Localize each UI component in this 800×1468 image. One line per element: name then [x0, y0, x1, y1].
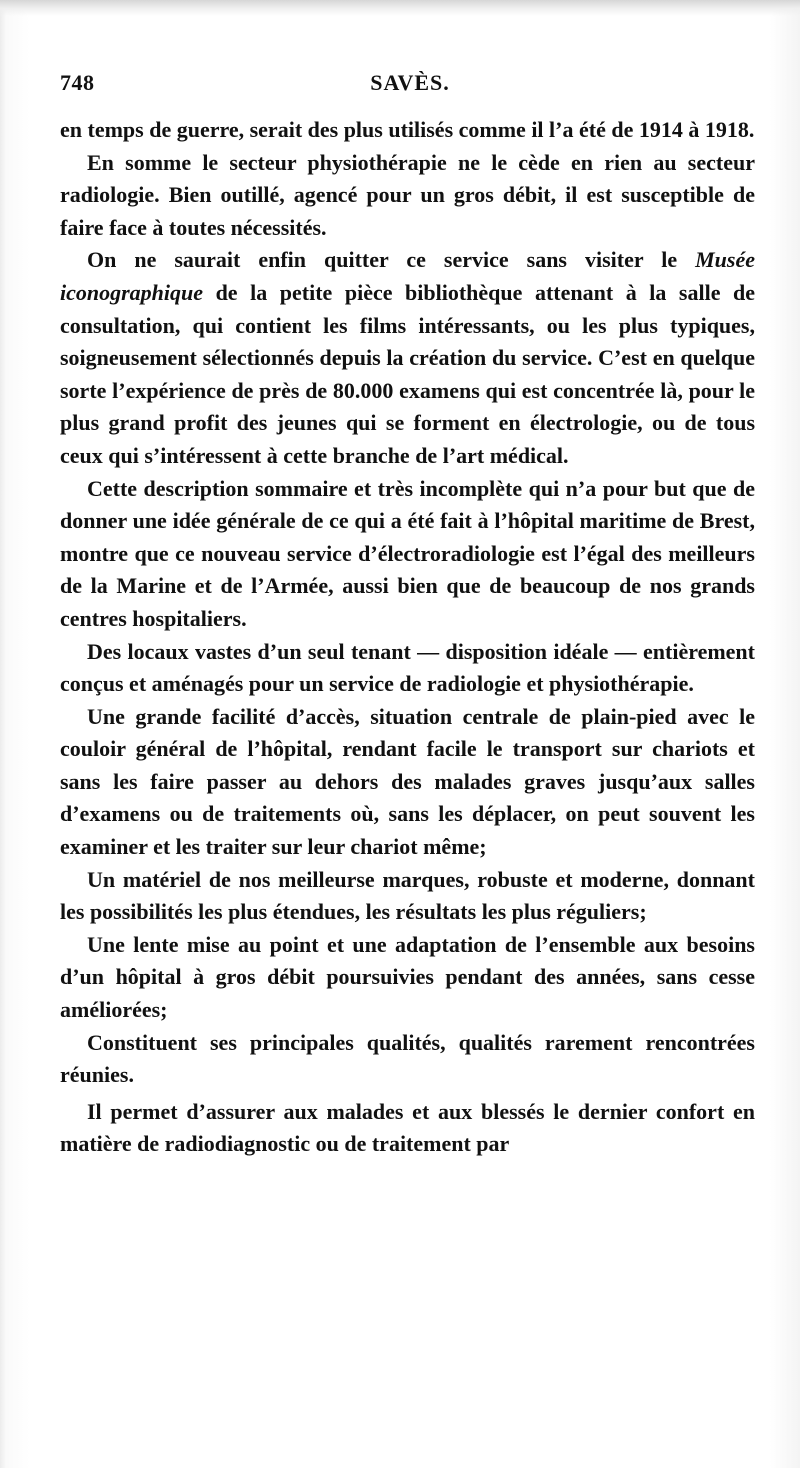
paragraph-text: On ne saurait enfin quitter ce service sans visiter le [87, 247, 696, 273]
italic-term: Musée iconographique [60, 247, 755, 305]
paragraph: en temps de guerre, serait des plus utilisés comme il l’a été de 1914 à 1918. [60, 117, 755, 142]
paragraph: Une lente mise au point et une adaptation de l’ensemble aux besoins d’un hôpital à gros débit poursuivies pendant des années, sans cesse améliorées; [60, 931, 755, 1023]
running-title: SAVÈS. [370, 70, 450, 95]
page-number: 748 [60, 70, 95, 95]
paragraph: Un matériel de nos meilleurse marques, robuste et moderne, donnant les possibilités les plus étendues, les résultats les plus réguliers; [60, 866, 755, 925]
paragraph: Des locaux vastes d’un seul tenant — disposition idéale — entièrement conçus et aménagés pour un service de radiologie et physiothérapie. [60, 638, 755, 697]
page-top-edge [0, 0, 800, 16]
paragraph: Constituent ses principales qualités, qualités rarement rencontrées réunies. [60, 1029, 755, 1088]
paragraph-text: de la petite pièce bibliothèque attenant à la salle de consultation, qui contient les films intéressants, ou les plus typiques, soigneusement sélectionnés depuis la création du service. C’est en quelque sorte l’expérience de près de 80.000 examens qui est concentrée là, pour le plus grand profit des jeunes qui se forment en électrologie, ou de tous ceux qui s’intéressent à cette branche de l’art médical. [60, 279, 755, 468]
paragraph: Une grande facilité d’accès, situation centrale de plain-pied avec le couloir général de l’hôpital, rendant facile le transport sur chariots et sans les faire passer au dehors des malades graves jusqu’aux salles d’examens ou de traitements où, sans les déplacer, on peut souvent les examiner et les traiter sur leur chariot même; [60, 703, 755, 860]
paragraph [60, 244, 755, 472]
paragraph: Il permet d’assurer aux malades et aux blessés le dernier confort en matière de radiodiagnostic ou de traitement par [60, 1098, 755, 1157]
body-text [60, 114, 755, 1161]
paragraph: En somme le secteur physiothérapie ne le cède en rien au secteur radiologie. Bien outillé, agencé pour un gros débit, il est susceptible de faire face à toutes nécessités. [60, 149, 755, 240]
paragraph: Cette description sommaire et très incomplète qui n’a pour but que de donner une idée générale de ce qui a été fait à l’hôpital maritime de Brest, montre que ce nouveau service d’électroradiologie est l’égal des meilleurs de la Marine et de l’Armée, aussi bien que de beaucoup de nos grands centres hospitaliers. [60, 475, 755, 631]
page-header [60, 70, 760, 106]
